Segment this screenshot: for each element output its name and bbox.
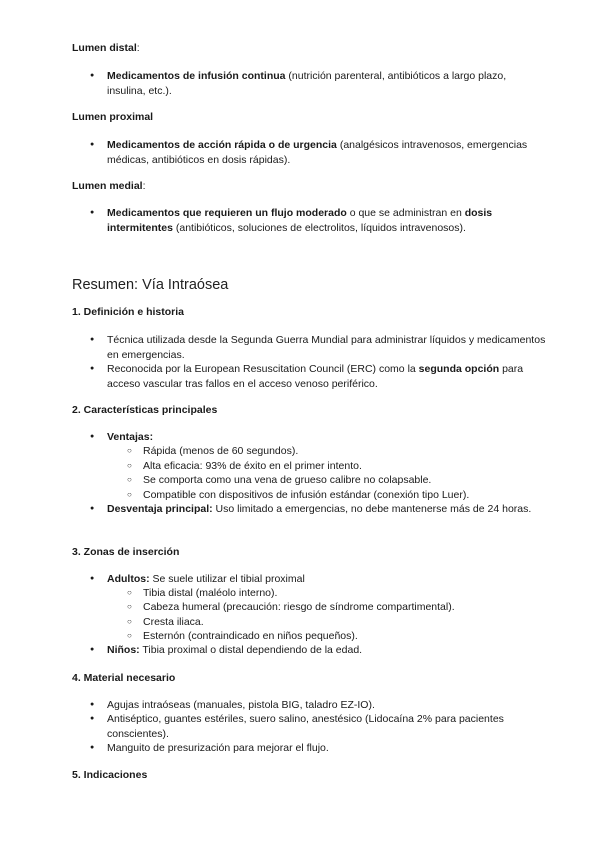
resumen-title: Resumen: Vía Intraósea <box>72 277 229 293</box>
ninos-item: ● Niños: Tibia proximal o distal dependiendo de la edad. <box>107 643 547 658</box>
ventaja-subitem: ○ Alta eficacia: 93% de éxito en el primer intento. <box>143 459 543 474</box>
section-1-title: 1. Definición e historia <box>72 306 185 318</box>
material-item: ● Antiséptico, guantes estériles, suero salino, anestésico (Lidocaína 2% para pacientes conscientes). <box>107 712 547 741</box>
lumen-medial-heading: Lumen medial: <box>72 180 146 192</box>
adultos-subitem: ○ Cabeza humeral (precaución: riesgo de síndrome compartimental). <box>143 600 543 615</box>
ventaja-subitem: ○ Compatible con dispositivos de infusión estándar (conexión tipo Luer). <box>143 488 543 503</box>
section-1-item-1: ● Técnica utilizada desde la Segunda Guerra Mundial para administrar líquidos y medicamentos en emergencias. <box>107 333 547 362</box>
ventaja-subitem: ○ Rápida (menos de 60 segundos). <box>143 444 543 459</box>
material-item: ● Agujas intraóseas (manuales, pistola BIG, taladro EZ-IO). <box>107 698 547 713</box>
lumen-distal-heading: Lumen distal: <box>72 42 140 54</box>
lumen-proximal-heading: Lumen proximal <box>72 111 154 123</box>
section-1-item-2: ● Reconocida por la European Resuscitation Council (ERC) como la segunda opción para acceso vascular tras fallos en el acceso venoso periférico. <box>107 362 547 391</box>
lumen-proximal-item: ● Medicamentos de acción rápida o de urgencia (analgésicos intravenosos, emergencias médicas, antibióticos en dosis rápidas). <box>107 138 547 167</box>
ventajas-item: ● Ventajas: <box>107 430 547 445</box>
section-4-title: 4. Material necesario <box>72 672 176 684</box>
adultos-subitem: ○ Esternón (contraindicado en niños pequeños). <box>143 629 543 644</box>
lumen-medial-item: ● Medicamentos que requieren un flujo moderado o que se administran en dosis intermitentes (antibióticos, soluciones de electrolitos, líquidos intravenosos). <box>107 206 547 235</box>
section-5-title: 5. Indicaciones <box>72 769 148 781</box>
material-item: ● Manguito de presurización para mejorar el flujo. <box>107 741 547 756</box>
adultos-subitem: ○ Tibia distal (maléolo interno). <box>143 586 543 601</box>
desventaja-item: ● Desventaja principal: Uso limitado a emergencias, no debe mantenerse más de 24 horas. <box>107 502 547 517</box>
adultos-item: ● Adultos: Se suele utilizar el tibial proximal <box>107 572 547 587</box>
section-2-title: 2. Características principales <box>72 404 218 416</box>
section-3-title: 3. Zonas de inserción <box>72 546 180 558</box>
lumen-distal-item: ● Medicamentos de infusión continua (nutrición parenteral, antibióticos a largo plazo, insulina, etc.). <box>107 69 547 98</box>
ventaja-subitem: ○ Se comporta como una vena de grueso calibre no colapsable. <box>143 473 543 488</box>
adultos-subitem: ○ Cresta iliaca. <box>143 615 543 630</box>
